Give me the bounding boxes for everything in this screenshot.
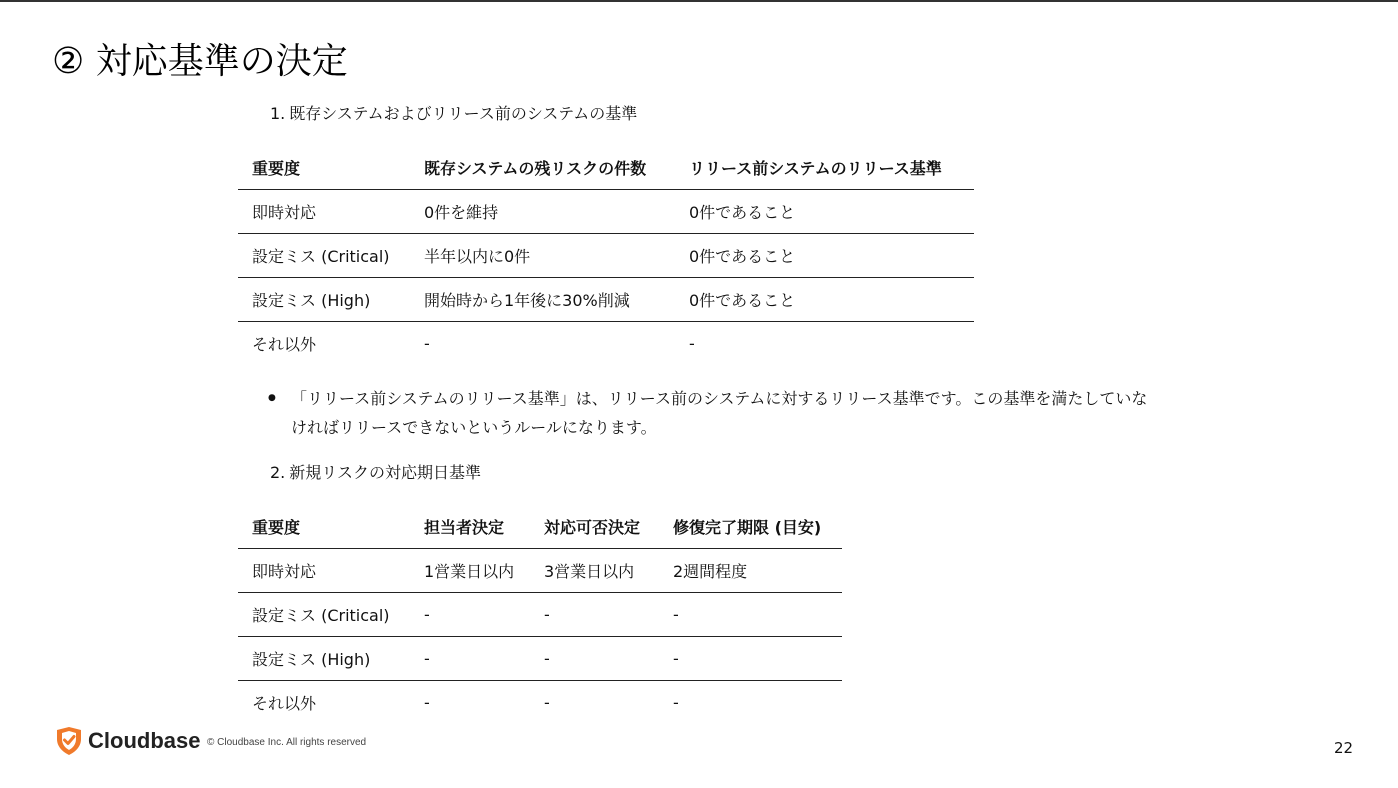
table-cell: 即時対応 (252, 203, 317, 222)
table-row (238, 234, 974, 278)
table-row (238, 593, 842, 637)
table-cell: 設定ミス (Critical) (238, 593, 410, 637)
table-cell: それ以外 (238, 681, 410, 725)
table-cell: 設定ミス (High) (238, 278, 410, 322)
response-deadline-table (238, 505, 842, 724)
table-cell: - (410, 681, 530, 725)
release-criteria-note (268, 384, 1148, 442)
table-cell: - (659, 681, 842, 725)
table-cell: - (410, 593, 530, 637)
table-cell: - (410, 322, 675, 366)
column-header-release-criteria: リリース前システムのリリース基準 (675, 146, 974, 190)
section2-heading-text: 新規リスクの対応期日基準 (289, 463, 481, 482)
table-cell: 0件であること (689, 203, 796, 222)
slide-title: ② 対応基準の決定 (52, 41, 348, 82)
table-cell: - (530, 681, 659, 725)
column-header-decision: 対応可否決定 (530, 505, 659, 549)
section1-number: 1. (270, 104, 286, 123)
table-cell: 0件であること (675, 234, 974, 278)
section2-heading (270, 462, 481, 484)
table-cell: - (530, 593, 659, 637)
table-cell: 半年以内に0件 (410, 234, 675, 278)
column-header-assignee: 担当者決定 (410, 505, 530, 549)
table-cell: 3営業日以内 (544, 562, 635, 581)
column-header-severity: 重要度 (238, 505, 410, 549)
table-cell: - (675, 322, 974, 366)
table-header-row (238, 146, 974, 190)
table-row (238, 637, 842, 681)
table-row (238, 681, 842, 725)
table-cell: 設定ミス (High) (238, 637, 410, 681)
brand-name: Cloudbase (88, 728, 201, 753)
bullet-icon: ● (268, 393, 276, 403)
table-cell: 開始時から1年後に30%削減 (410, 278, 675, 322)
table-row (238, 549, 842, 593)
section1-heading (270, 103, 637, 125)
column-header-remaining-risks: 既存システムの残リスクの件数 (410, 146, 675, 190)
section1-heading-text: 既存システムおよびリリース前のシステムの基準 (289, 104, 638, 123)
table-cell: 0件を維持 (424, 203, 499, 222)
page-number: 22 (1334, 739, 1354, 757)
table-cell: 1営業日以内 (424, 562, 515, 581)
table-cell: 設定ミス (Critical) (238, 234, 410, 278)
table-cell: 即時対応 (252, 562, 317, 581)
list-item (268, 384, 1148, 442)
table-header-row (238, 505, 842, 549)
note-text: 「リリース前システムのリリース基準」は、リリース前のシステムに対するリリース基準です。この基準を満たしていなければリリースできないというルールになります。 (291, 389, 1148, 437)
table-cell: - (659, 637, 842, 681)
column-header-deadline: 修復完了期限 (目安) (659, 505, 842, 549)
column-header-severity: 重要度 (238, 146, 410, 190)
section2-number: 2. (270, 463, 286, 482)
table-cell: それ以外 (238, 322, 410, 366)
table-cell: - (410, 637, 530, 681)
table-cell: - (530, 637, 659, 681)
cloudbase-logo-icon (54, 726, 84, 756)
table-cell: 0件であること (675, 278, 974, 322)
release-criteria-table (238, 146, 974, 365)
table-row (238, 190, 974, 234)
top-border (0, 0, 1398, 2)
table-row (238, 322, 974, 366)
table-cell: 2週間程度 (673, 562, 748, 581)
table-cell: - (659, 593, 842, 637)
table-row (238, 278, 974, 322)
copyright-text: © Cloudbase Inc. All rights reserved (207, 737, 367, 748)
